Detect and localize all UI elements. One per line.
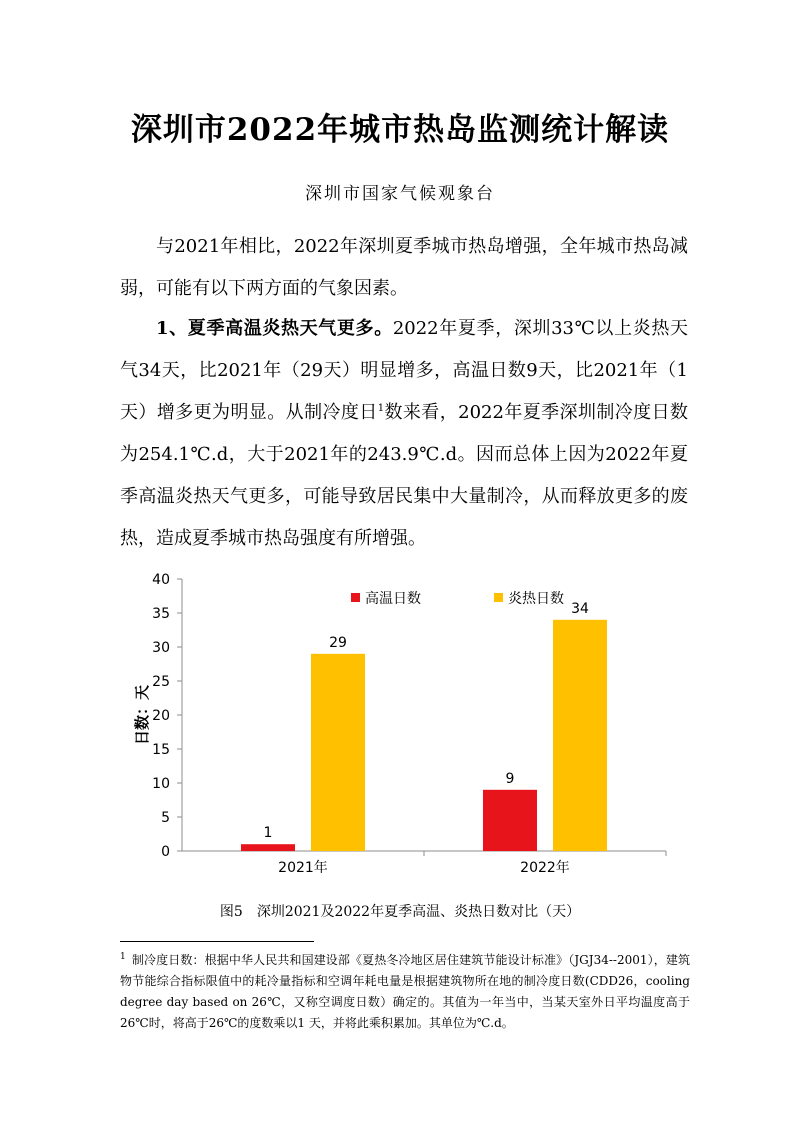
footnote (120, 950, 690, 1034)
document-author: 深圳市国家气候观象台 (305, 184, 495, 204)
y-tick-label: 10 (152, 776, 170, 792)
y-tick-label: 30 (152, 640, 170, 656)
paragraph-intro: 与2021年相比，2022年深圳夏季城市热岛增强，全年城市热岛减弱，可能有以下两方面的气象因素。 (120, 236, 688, 299)
bar (241, 844, 295, 851)
footnote-reference[interactable]: 1 (377, 403, 385, 414)
y-tick-label: 5 (161, 810, 170, 826)
legend-swatch (494, 593, 503, 602)
x-category-label: 2021年 (278, 860, 328, 876)
paragraph-text-a: 2022年夏季，深圳33℃以上炎热天气34天，比2021年（29天）明显增多，高温日数9天，比2021年（1天）增多更为明显。从制冷度日 (120, 318, 688, 423)
y-tick-label: 35 (152, 606, 170, 622)
footnote-text: 制冷度日数：根据中华人民共和国建设部《夏热冬冷地区居住建筑节能设计标准》（JGJ34--2001），建筑物节能综合指标限值中的耗冷量指标和空调年耗电量是根据建筑物所在地的制冷度日数(CDD26，cooling degree day based on 26℃，又称空调度日数）确定的。其值为一年当中，当某天室外日平均温度高于26℃时，将高于26℃的度数乘以1 天，并将此乘积累加。其单位为℃.d。 (120, 953, 690, 1030)
x-category-label: 2022年 (520, 860, 570, 876)
bar (553, 620, 607, 851)
paragraph-heading: 1、夏季高温炎热天气更多。 (156, 318, 393, 339)
y-tick-label: 25 (152, 674, 170, 690)
bar-chart (120, 562, 680, 892)
y-tick-label: 20 (152, 708, 170, 724)
bar-data-label: 9 (505, 770, 515, 787)
paragraph-summer-heat (120, 308, 688, 560)
bar-data-label: 34 (571, 600, 589, 617)
legend-swatch (351, 593, 360, 602)
footnote-divider (120, 941, 314, 942)
legend-label: 炎热日数 (508, 591, 564, 607)
footnote-mark: 1 (120, 952, 126, 962)
figure-caption: 图5 深圳2021及2022年夏季高温、炎热日数对比（天） (219, 904, 581, 920)
document-title: 深圳市2022年城市热岛监测统计解读 (130, 112, 670, 148)
bar (483, 790, 537, 851)
y-tick-label: 0 (161, 844, 170, 860)
legend-label: 高温日数 (365, 591, 421, 607)
y-axis-label: 日数：天 (133, 684, 151, 746)
y-tick-label: 15 (152, 742, 170, 758)
y-tick-label: 40 (152, 572, 170, 588)
bar-data-label: 29 (329, 634, 347, 651)
bar (311, 654, 365, 851)
paragraph-text-b: 数来看，2022年夏季深圳制冷度日数为254.1℃.d，大于2021年的243.9℃.d。因而总体上因为2022年夏季高温炎热天气更多，可能导致居民集中大量制冷，从而释放更多的废热，造成夏季城市热岛强度有所增强。 (120, 402, 688, 549)
bar-data-label: 1 (263, 825, 273, 842)
